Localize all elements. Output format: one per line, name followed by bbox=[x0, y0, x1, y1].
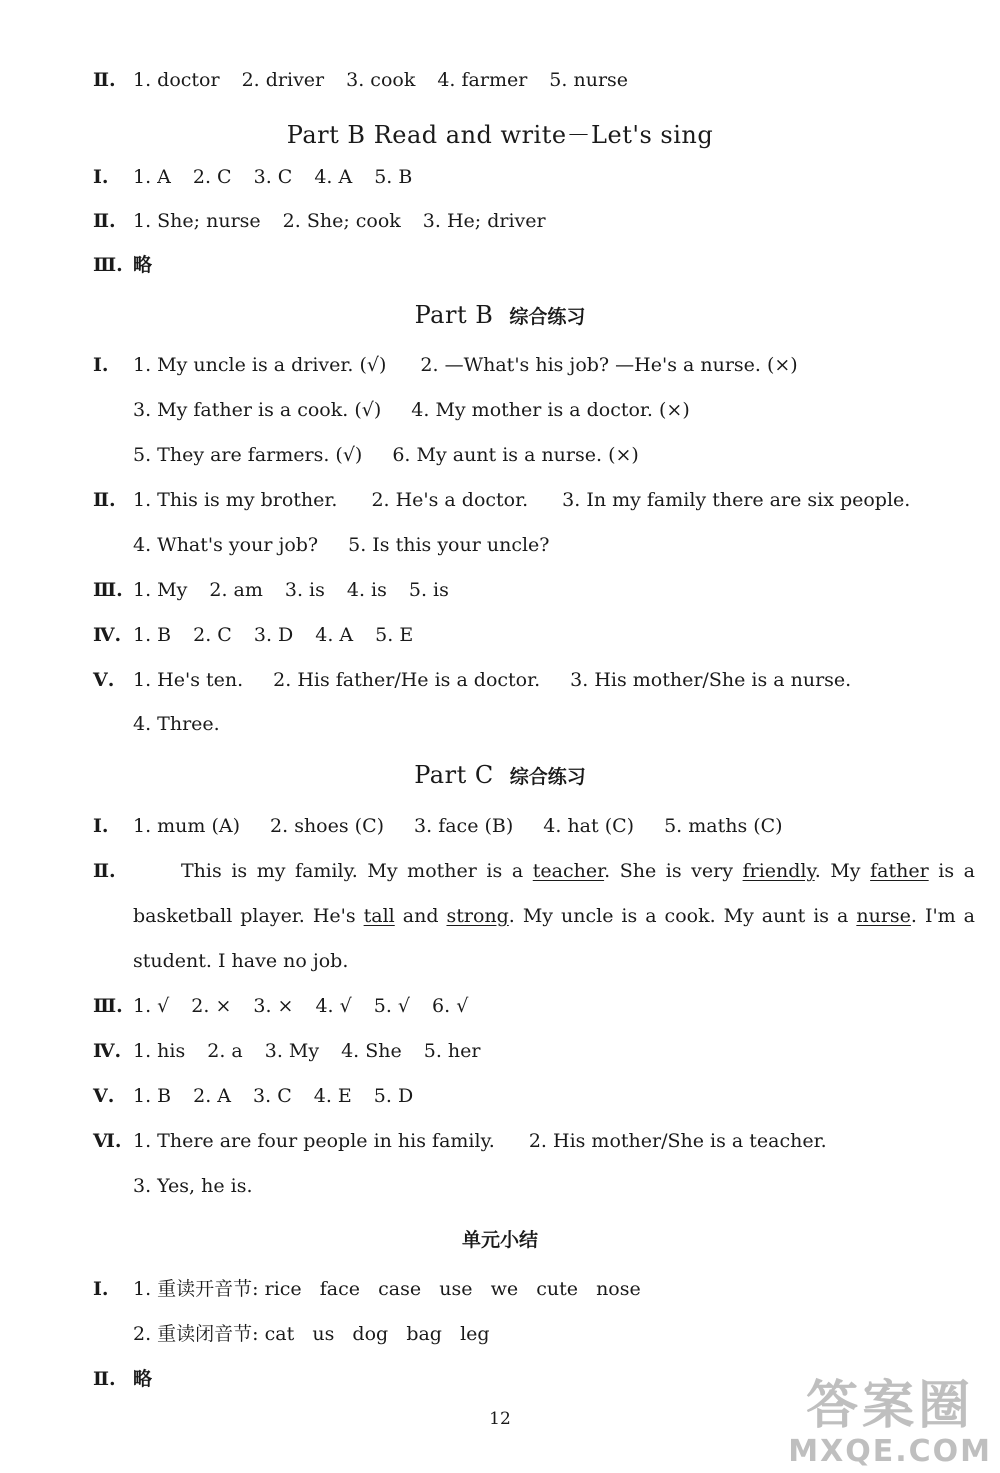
answer-line: Ⅱ. 1. She; nurse 2. She; cook 3. He; driver bbox=[93, 210, 546, 232]
filled-blank: father bbox=[870, 860, 929, 882]
filled-blank: tall bbox=[363, 905, 395, 927]
answer-line: Ⅳ. 1. B 2. C 3. D 4. A 5. E bbox=[93, 624, 414, 646]
answer-line: Ⅰ. 1. A 2. C 3. C 4. A 5. B bbox=[93, 166, 413, 188]
answer-line: 4. What's your job? 5. Is this your uncle? bbox=[133, 534, 550, 556]
answer-line: Ⅴ. 1. He's ten. 2. His father/He is a doctor. 3. His mother/She is a nurse. bbox=[93, 669, 852, 691]
filled-blank: teacher bbox=[532, 860, 605, 882]
filled-blank: nurse bbox=[856, 905, 911, 927]
answer-line: 3. Yes, he is. bbox=[133, 1175, 253, 1197]
page-number: 12 bbox=[489, 1409, 511, 1429]
answer-line: Ⅱ. 1. doctor 2. driver 3. cook 4. farmer 5. nurse bbox=[93, 69, 629, 91]
answer-line: Ⅱ. 略 bbox=[93, 1368, 153, 1390]
section-heading: Part B 综合练习 bbox=[414, 301, 586, 329]
answer-line: Ⅵ. 1. There are four people in his family. 2. His mother/She is a teacher. bbox=[93, 1130, 827, 1152]
answer-line: Ⅴ. 1. B 2. A 3. C 4. E 5. D bbox=[93, 1085, 414, 1107]
answer-line: 3. My father is a cook. (√) 4. My mother is a doctor. (×) bbox=[133, 399, 690, 421]
answer-line: 5. They are farmers. (√) 6. My aunt is a nurse. (×) bbox=[133, 444, 639, 466]
watermark-logo: 答案圈 MXQE.COM bbox=[788, 1376, 992, 1469]
answer-line: Ⅲ. 略 bbox=[93, 254, 153, 276]
answer-line: Ⅳ. 1. his 2. a 3. My 4. She 5. her bbox=[93, 1040, 481, 1062]
cloze-passage: This is my family. My mother is a teacher. She is very friendly. My father is a basketball player. He's tall and strong. My uncle is a cook. My aunt is a nurse. I'm a student. I have no job. bbox=[133, 860, 976, 972]
answer-line: Ⅲ. 1. √ 2. × 3. × 4. √ 5. √ 6. √ bbox=[93, 995, 469, 1017]
section-heading: Part C 综合练习 bbox=[414, 761, 586, 789]
section-heading: Part B Read and write－Let's sing bbox=[286, 121, 714, 149]
answer-line: Ⅲ. 1. My 2. am 3. is 4. is 5. is bbox=[93, 579, 449, 601]
roman-label: Ⅱ. bbox=[93, 69, 116, 91]
section-heading: 单元小结 bbox=[461, 1229, 538, 1251]
answer-line: Ⅰ. 1. My uncle is a driver. (√) 2. —What's his job? —He's a nurse. (×) bbox=[93, 354, 798, 376]
filled-blank: friendly bbox=[742, 860, 815, 882]
answer-line: 2. 重读闭音节: cat us dog bag leg bbox=[133, 1323, 490, 1345]
roman-label: Ⅱ. bbox=[93, 860, 116, 882]
answer-line: Ⅱ. 1. This is my brother. 2. He's a doctor. 3. In my family there are six people. bbox=[93, 489, 911, 511]
answer-line: 4. Three. bbox=[133, 713, 220, 735]
answer-line: Ⅰ. 1. 重读开音节: rice face case use we cute nose bbox=[93, 1278, 641, 1300]
answer-line: Ⅰ. 1. mum (A) 2. shoes (C) 3. face (B) 4. hat (C) 5. maths (C) bbox=[93, 815, 783, 837]
filled-blank: strong bbox=[446, 905, 509, 927]
